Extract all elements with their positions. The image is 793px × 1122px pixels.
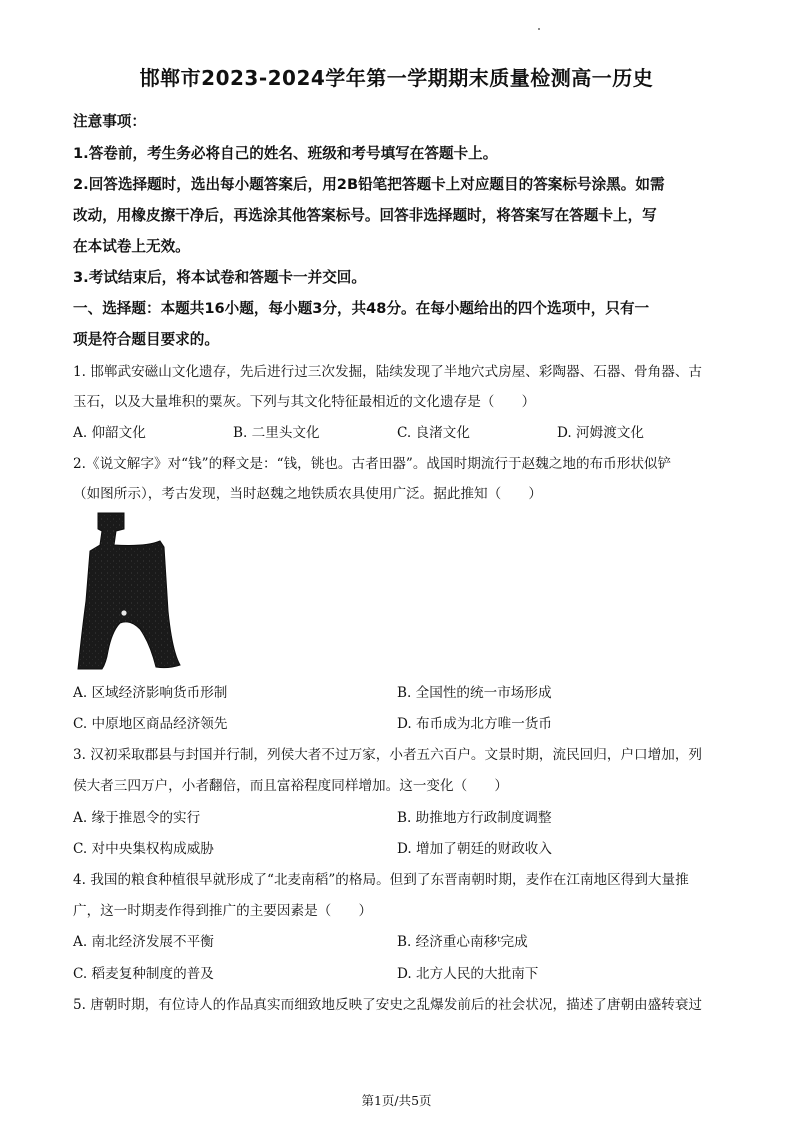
q4-option-b: B. 经济重心南移ᵗ完成 <box>397 934 528 950</box>
q5-stem-line-1: 5. 唐朝时期，有位诗人的作品真实而细致地反映了安史之乱爆发前后的社会状况，描述了唐朝由盛转衰过 <box>73 997 703 1013</box>
q1-option-a: A. 仰韶文化 <box>73 425 146 441</box>
q4-option-d: D. 北方人民的大批南下 <box>397 966 539 982</box>
q2-option-b: B. 全国性的统一市场形成 <box>397 685 552 701</box>
q1-option-b: B. 二里头文化 <box>233 425 320 441</box>
q2-option-a: A. 区域经济影响货币形制 <box>73 685 228 701</box>
q3-option-b: B. 助推地方行政制度调整 <box>397 810 552 826</box>
q4-option-c: C. 稻麦复种制度的普及 <box>73 966 214 982</box>
notice-item-3: 3.考试结束后，将本试卷和答题卡一并交回。 <box>73 269 366 286</box>
notice-heading: 注意事项： <box>73 113 146 130</box>
q3-stem-line-1: 3. 汉初采取郡县与封国并行制，列侯大者不过万家，小者五六百户。文景时期，流民回归，户口增加，列 <box>73 747 703 763</box>
notice-item-1: 1.答卷前，考生务必将自己的姓名、班级和考号填写在答题卡上。 <box>73 145 498 162</box>
section-heading-line-2: 项是符合题目要求的。 <box>73 331 219 348</box>
scan-speck <box>538 28 540 30</box>
q1-option-c: C. 良渚文化 <box>397 425 470 441</box>
q4-stem-line-1: 4. 我国的粮食种植很早就形成了“北麦南稻”的格局。但到了东晋南朝时期，麦作在江南地区得到大量推 <box>73 872 689 888</box>
notice-item-2-line-2: 改动，用橡皮擦干净后，再选涂其他答案标号。回答非选择题时，将答案写在答题卡上，写 <box>73 207 657 224</box>
q2-option-c: C. 中原地区商品经济领先 <box>73 716 228 732</box>
q1-stem-line-2: 玉石，以及大量堆积的粟灰。下列与其文化特征最相近的文化遗存是（ ） <box>73 394 536 410</box>
notice-item-2-line-3: 在本试卷上无效。 <box>73 238 190 255</box>
q2-stem-line-2: （如图所示），考古发现，当时赵魏之地铁质农具使用广泛。据此推知（ ） <box>73 486 542 502</box>
q1-option-d: D. 河姆渡文化 <box>557 425 645 441</box>
q3-stem-line-2: 侯大者三四万户，小者翻倍，而且富裕程度同样增加。这一变化（ ） <box>73 778 508 794</box>
q4-stem-line-2: 广，这一时期麦作得到推广的主要因素是（ ） <box>73 903 373 919</box>
q3-option-a: A. 缘于推恩令的实行 <box>73 810 201 826</box>
page-number: 第1页/共5页 <box>361 1093 432 1108</box>
section-heading-line-1: 一、选择题：本题共16小题，每小题3分，共48分。在每小题给出的四个选项中，只有一 <box>73 300 650 317</box>
spade-coin-image <box>76 511 182 671</box>
page-title: 邯郸市2023-2024学年第一学期期末质量检测高一历史 <box>139 66 654 90</box>
q4-option-a: A. 南北经济发展不平衡 <box>73 934 214 950</box>
q3-option-c: C. 对中央集权构成威胁 <box>73 841 214 857</box>
q2-option-d: D. 布币成为北方唯一货币 <box>397 716 552 732</box>
q1-stem-line-1: 1. 邯郸武安磁山文化遗存，先后进行过三次发掘，陆续发现了半地穴式房屋、彩陶器、石器、骨角器、古 <box>73 364 703 380</box>
notice-item-2-line-1: 2.回答选择题时，选出每小题答案后，用2B铅笔把答题卡上对应题目的答案标号涂黑。如需 <box>73 176 665 193</box>
q3-option-d: D. 增加了朝廷的财政收入 <box>397 841 552 857</box>
q2-stem-line-1: 2.《说文解字》对“钱”的释文是：“钱，铫也。古者田器”。战国时期流行于赵魏之地的布币形状似铲 <box>73 456 672 472</box>
